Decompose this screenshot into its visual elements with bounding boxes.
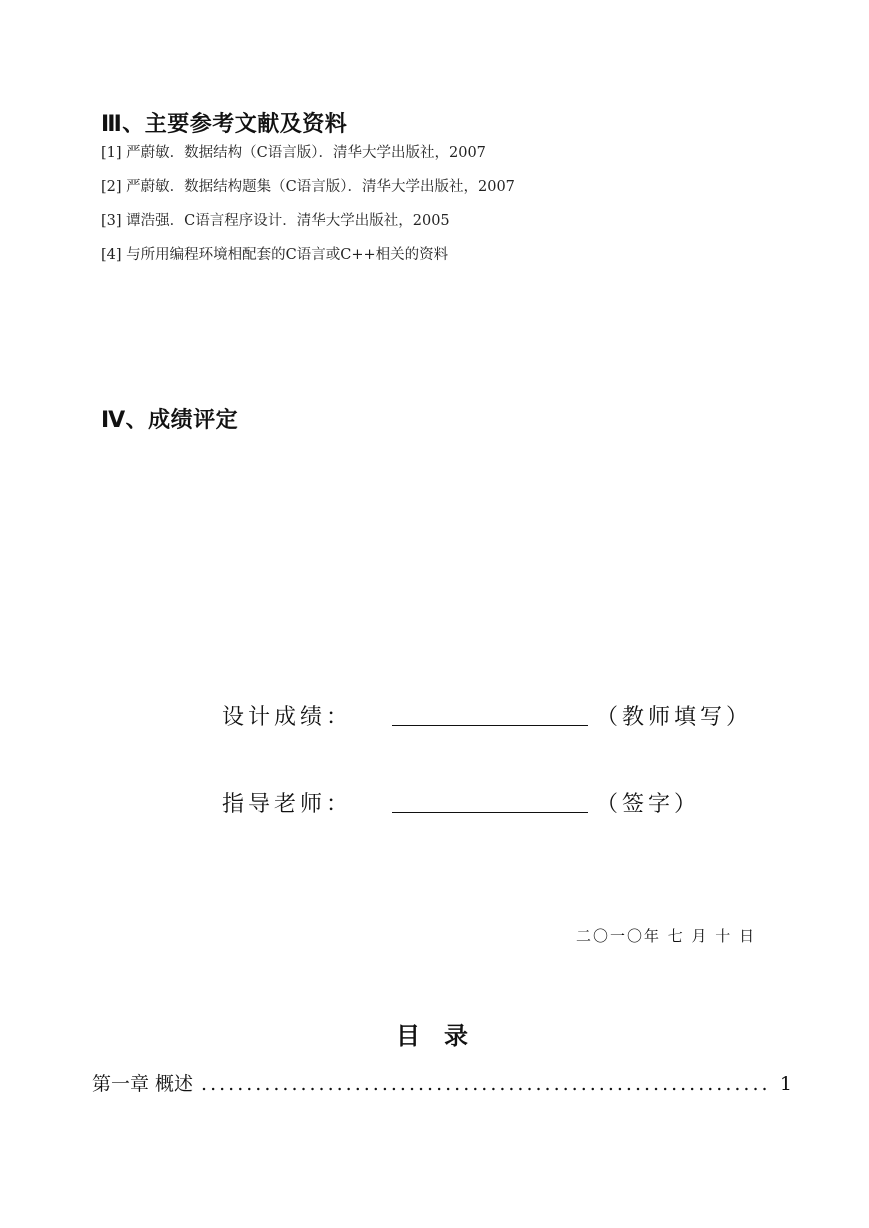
- teacher-label: 指导老师：: [222, 792, 353, 817]
- teacher-note: （签字）: [596, 792, 701, 817]
- grade-blank-line: [392, 725, 588, 726]
- references-heading: Ⅲ、主要参考文献及资料: [101, 112, 348, 137]
- evaluation-heading: Ⅳ、成绩评定: [101, 408, 239, 433]
- evaluation-date: 二〇一〇年 七 月 十 日: [576, 927, 757, 945]
- reference-item-4: [4] 与所用编程环境相配套的C语言或C++相关的资料: [101, 247, 449, 263]
- toc-entry-page: 1: [779, 1073, 792, 1095]
- toc-entry[interactable]: [92, 1069, 792, 1096]
- toc-title: 目 录: [396, 1022, 468, 1050]
- toc-leader-dots: [201, 1073, 772, 1095]
- reference-item-2: [2] 严蔚敏．数据结构题集（C语言版）．清华大学出版社，2007: [101, 179, 515, 195]
- grade-note: （教师填写）: [596, 705, 753, 730]
- reference-item-1: [1] 严蔚敏．数据结构（C语言版）．清华大学出版社，2007: [101, 145, 486, 161]
- teacher-signature-line: [392, 812, 588, 813]
- reference-item-3: [3] 谭浩强．C语言程序设计．清华大学出版社，2005: [101, 213, 450, 229]
- toc-entry-label: 第一章 概述: [92, 1073, 194, 1095]
- grade-label: 设计成绩：: [222, 705, 353, 730]
